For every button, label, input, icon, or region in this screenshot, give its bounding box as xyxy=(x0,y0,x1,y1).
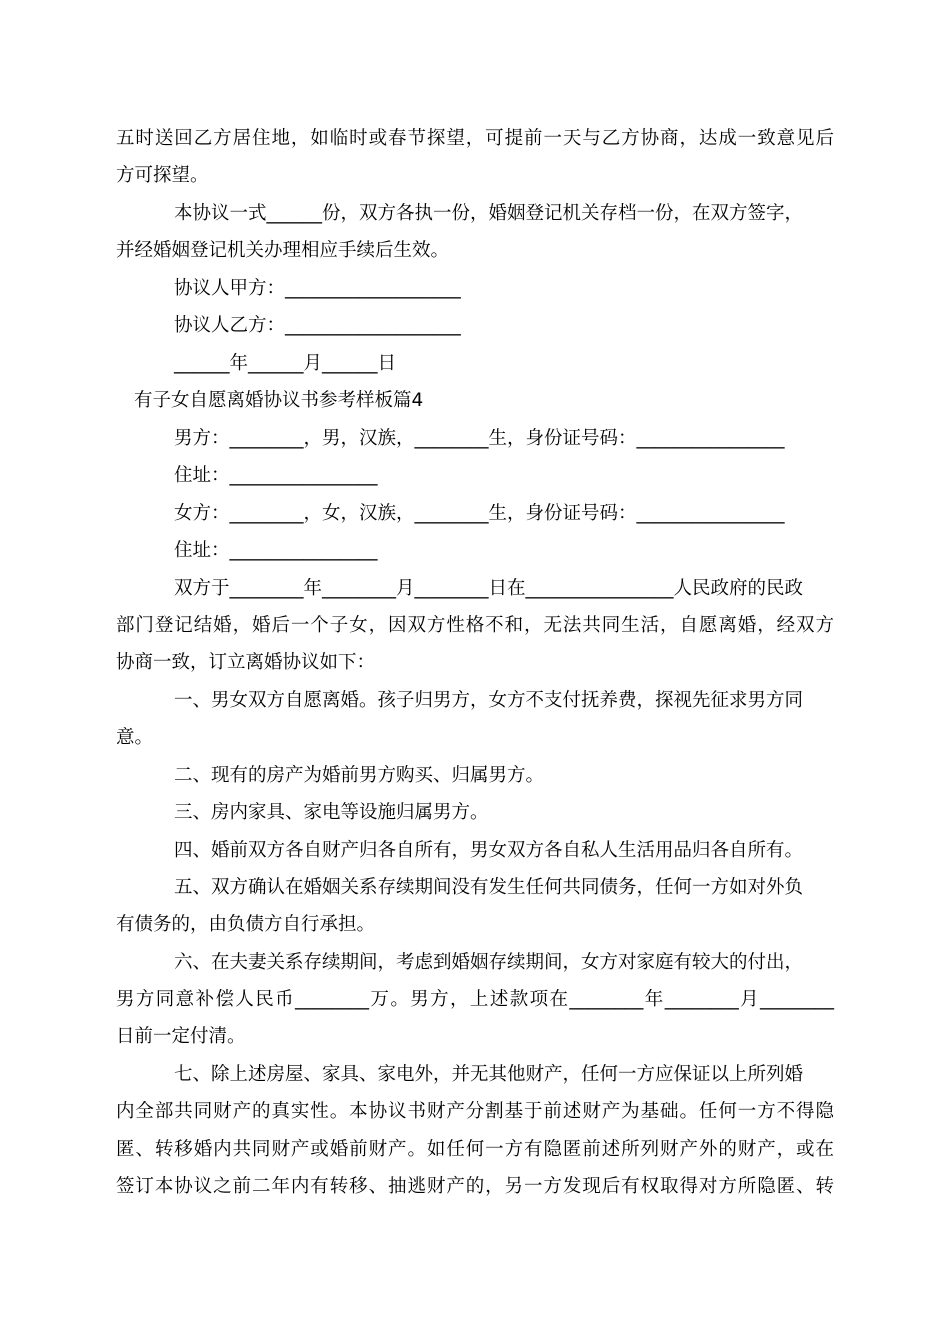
text-line: 男方：________，男，汉族，________生，身份证号码：________________ xyxy=(174,428,785,449)
text-line: 男方同意补偿人民币________万。男方，上述款项在________年________月________ xyxy=(116,989,834,1010)
text-line: 五时送回乙方居住地，如临时或春节探望，可提前一天与乙方协商，达成一致意见后 xyxy=(116,128,834,149)
text-line: 女方：________，女，汉族，________生，身份证号码：________________ xyxy=(174,503,785,524)
text-line: 七、除上述房屋、家具、家电外，并无其他财产，任何一方应保证以上所列婚 xyxy=(174,1064,804,1085)
text-line: 协商一致，订立离婚协议如下： xyxy=(116,652,376,673)
text-line: 本协议一式______份，双方各执一份，婚姻登记机关存档一份，在双方签字， xyxy=(174,203,804,224)
date-line: ______年______月______日 xyxy=(174,353,397,374)
text-line: 三、房内家具、家电等设施归属男方。 xyxy=(174,802,489,823)
text-line: 二、现有的房产为婚前男方购买、归属男方。 xyxy=(174,765,545,786)
text-line: 四、婚前双方各自财产归各自所有，男女双方各自私人生活用品归各自所有。 xyxy=(174,840,804,861)
text-line: 住址：________________ xyxy=(174,465,378,486)
text-line: 匿、转移婚内共同财产或婚前财产。如任何一方有隐匿前述所列财产外的财产，或在 xyxy=(116,1139,834,1160)
signature-line-party-b: 协议人乙方：___________________ xyxy=(174,315,461,336)
text-line: 六、在夫妻关系存续期间，考虑到婚姻存续期间，女方对家庭有较大的付出， xyxy=(174,952,804,973)
text-line: 签订本协议之前二年内有转移、抽逃财产的，另一方发现后有权取得对方所隐匿、转 xyxy=(116,1176,834,1197)
text-line: 部门登记结婚，婚后一个子女，因双方性格不和，无法共同生活，自愿离婚，经双方 xyxy=(116,615,834,636)
text-line: 五、双方确认在婚姻关系存续期间没有发生任何共同债务，任何一方如对外负 xyxy=(174,877,804,898)
text-line: 意。 xyxy=(116,727,154,748)
text-line: 双方于________年________月________日在________________人民政府的民政 xyxy=(174,578,804,599)
text-line: 一、男女双方自愿离婚。孩子归男方，女方不支付抚养费，探视先征求男方同 xyxy=(174,690,804,711)
text-line: 内全部共同财产的真实性。本协议书财产分割基于前述财产为基础。任何一方不得隐 xyxy=(116,1101,834,1122)
text-line: 有债务的，由负债方自行承担。 xyxy=(116,914,376,935)
text-line: 日前一定付清。 xyxy=(116,1026,246,1047)
section-title: 有子女自愿离婚协议书参考样板篇4 xyxy=(134,390,424,411)
text-line: 并经婚姻登记机关办理相应手续后生效。 xyxy=(116,240,450,261)
text-line: 住址：________________ xyxy=(174,540,378,561)
text-line: 方可探望。 xyxy=(116,165,209,186)
signature-line-party-a: 协议人甲方：___________________ xyxy=(174,278,461,299)
